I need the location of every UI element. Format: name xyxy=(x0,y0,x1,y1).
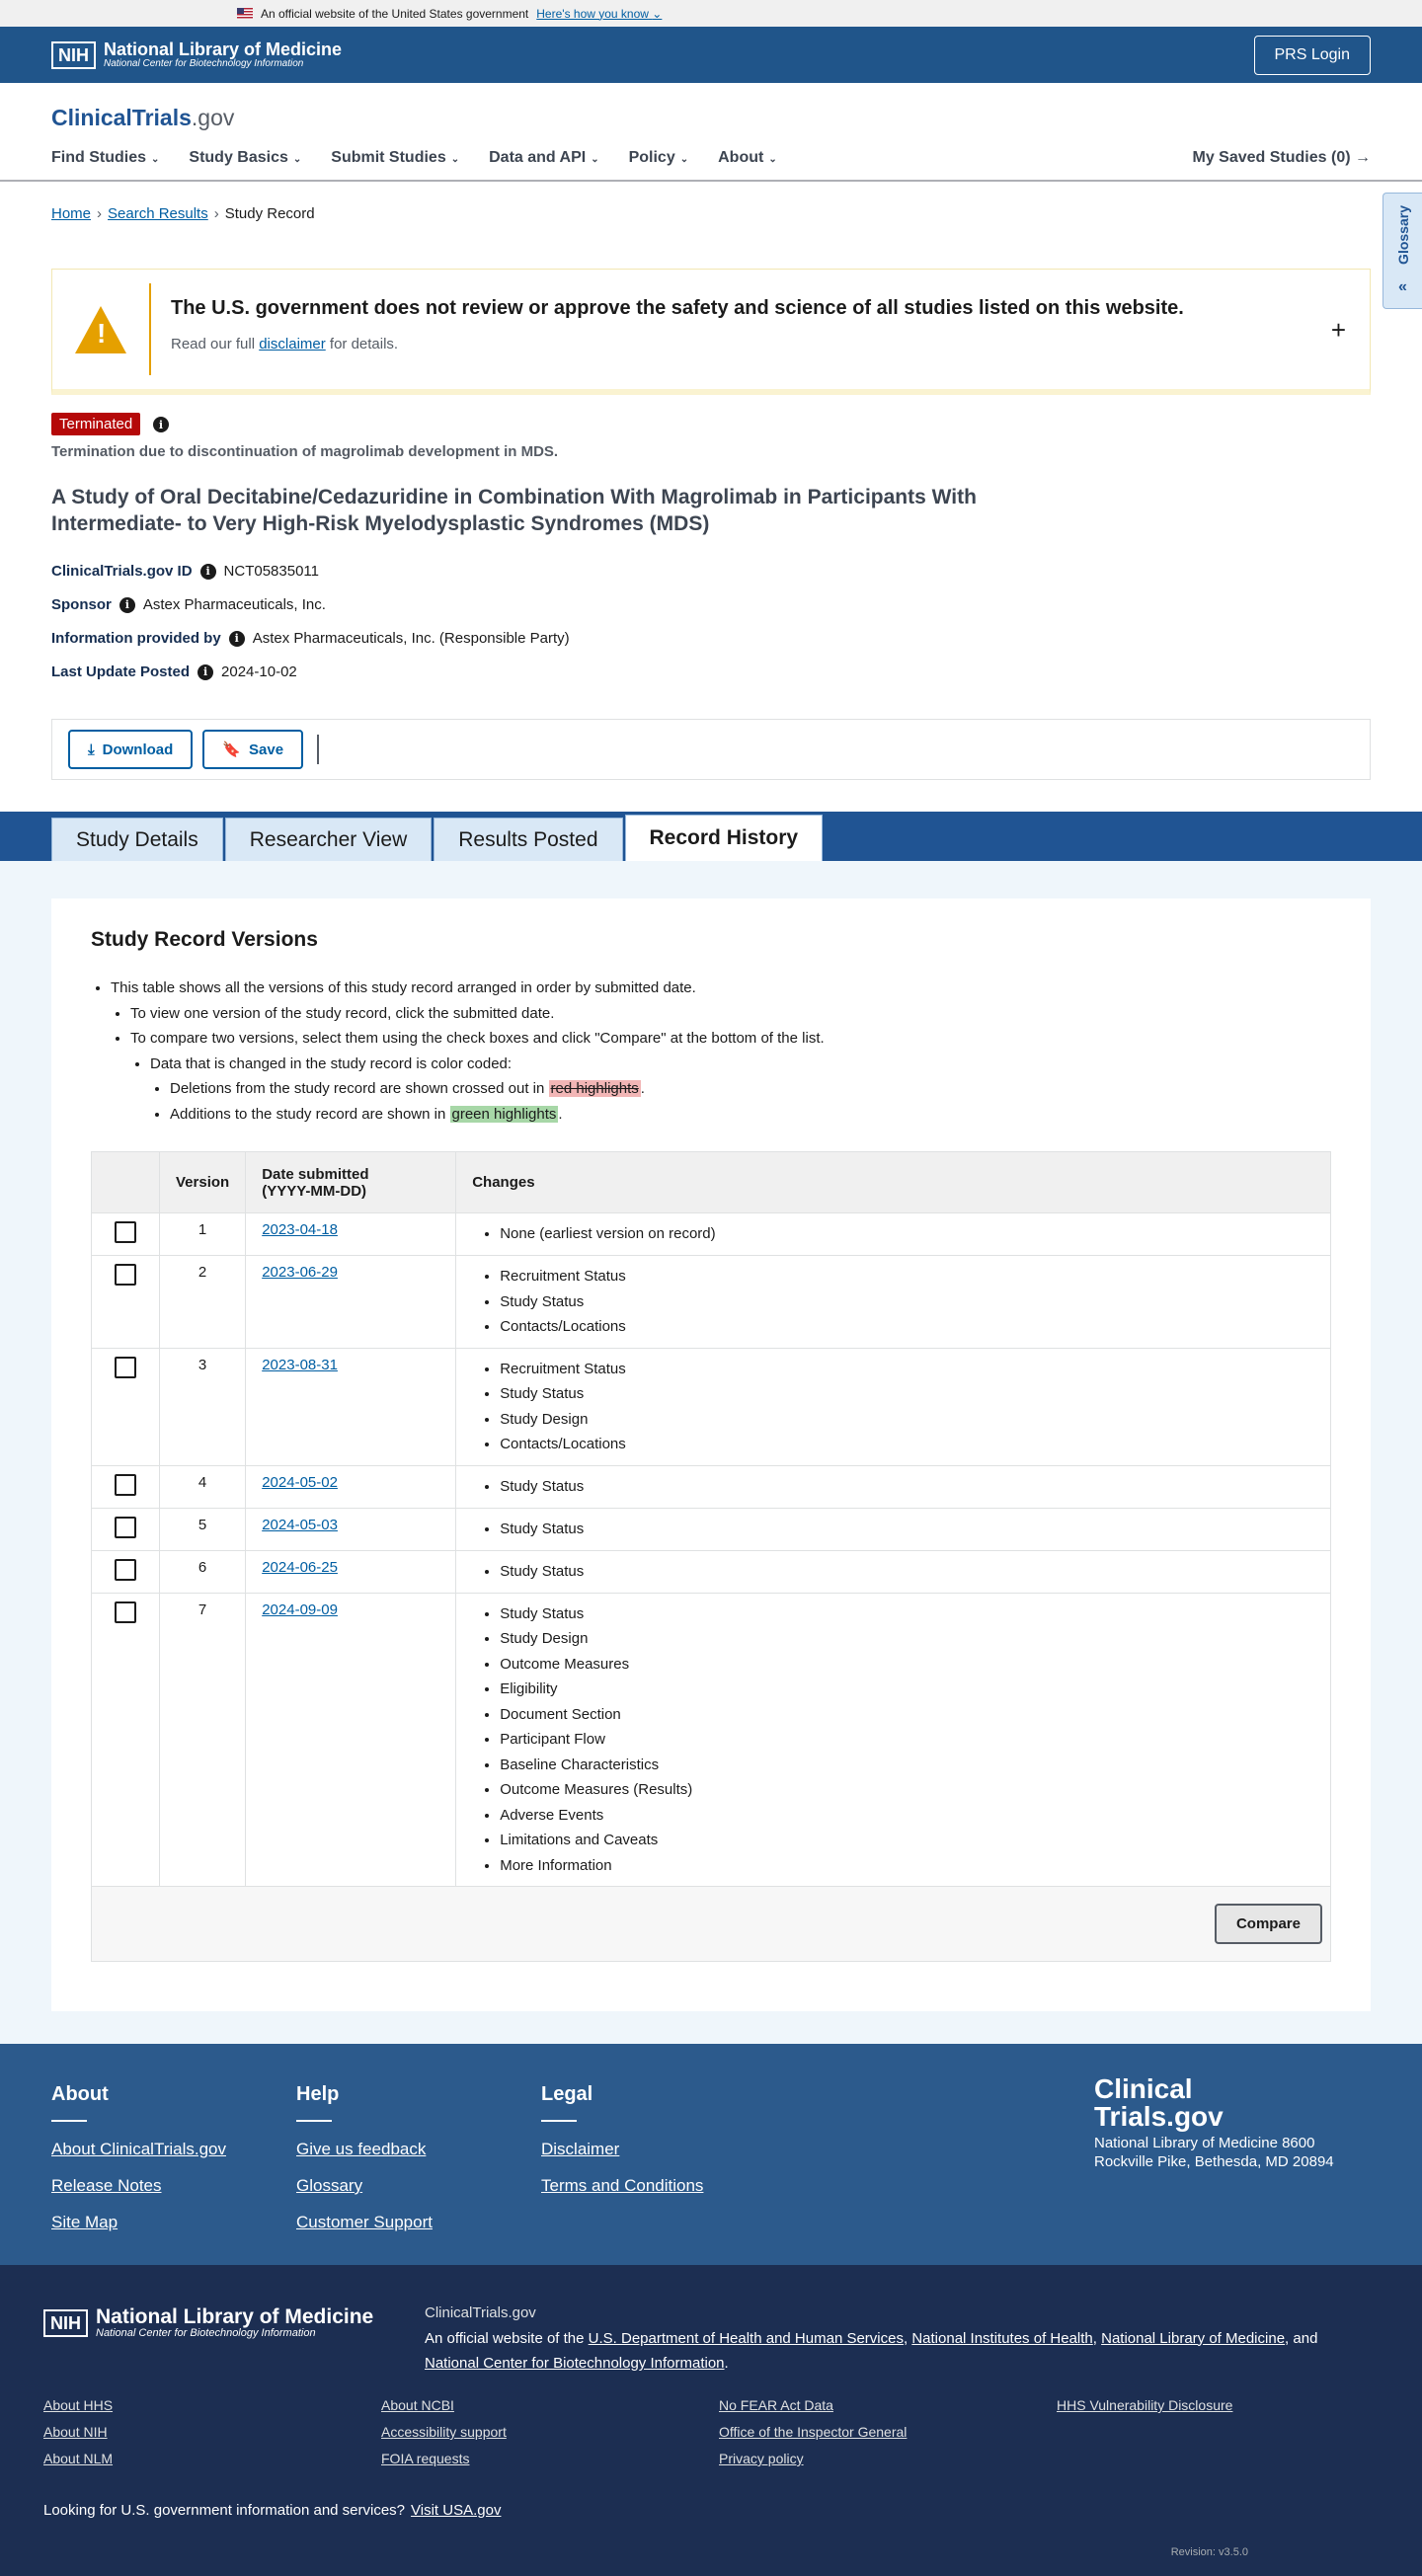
footer-about: About About ClinicalTrials.gov Release Notes Site Map xyxy=(51,2083,226,2231)
study-id: NCT05835011 xyxy=(223,563,319,580)
nih-link[interactable]: National Institutes of Health xyxy=(911,2329,1093,2347)
save-button[interactable]: 🔖 Save xyxy=(202,730,303,769)
footer-address: National Library of Medicine 8600 Rockville Pike, Bethesda, MD 20894 xyxy=(1094,2135,1334,2170)
table-row xyxy=(92,1550,1331,1593)
change-item: • More Information xyxy=(500,1853,1314,1879)
versions-table xyxy=(91,1151,1331,1962)
changes-list xyxy=(472,1221,1314,1247)
divider xyxy=(317,735,319,764)
version-checkbox[interactable] xyxy=(115,1474,136,1496)
version-date-link[interactable]: 2024-05-02 xyxy=(262,1473,338,1491)
disclaimer-alert xyxy=(51,269,1371,395)
table-row xyxy=(92,1213,1331,1256)
change-item: • Study Status xyxy=(500,1381,1314,1407)
version-number: 1 xyxy=(160,1213,246,1256)
main-nav xyxy=(51,149,777,167)
nih-logo-box: NIH xyxy=(51,41,96,69)
table-row xyxy=(92,1465,1331,1508)
change-item: • Study Design xyxy=(500,1407,1314,1433)
footer-link[interactable]: Privacy policy xyxy=(719,2451,804,2466)
nlm-footer xyxy=(0,2265,1422,2576)
info-icon[interactable]: i xyxy=(229,631,245,647)
breadcrumb-home[interactable]: Home xyxy=(51,205,92,222)
nlm-link[interactable]: National Library of Medicine xyxy=(1101,2329,1286,2347)
versions-heading: Study Record Versions xyxy=(91,928,318,951)
clinicaltrials-logo[interactable]: ClinicalTrials.gov xyxy=(51,105,235,130)
footer-link[interactable]: About NLM xyxy=(43,2451,114,2466)
version-checkbox[interactable] xyxy=(115,1517,136,1538)
footer-link[interactable]: Release Notes xyxy=(51,2176,162,2195)
breadcrumb xyxy=(51,205,315,222)
info-provided-value: Astex Pharmaceuticals, Inc. (Responsible Party) xyxy=(252,630,570,647)
us-flag-icon xyxy=(237,8,253,19)
sponsor-value: Astex Pharmaceuticals, Inc. xyxy=(142,596,326,613)
warning-icon: ! xyxy=(75,306,126,353)
nlm-footer-logo[interactable]: NIH National Library of Medicine National Center for Biotechnology Information xyxy=(43,2306,373,2339)
footer-link[interactable]: Site Map xyxy=(51,2213,118,2231)
version-date-link[interactable]: 2023-08-31 xyxy=(262,1356,338,1373)
version-date-link[interactable]: 2023-06-29 xyxy=(262,1264,338,1281)
double-chevron-left-icon: « xyxy=(1398,278,1407,295)
header-changes: Changes xyxy=(456,1152,1331,1213)
tab-researcher-view[interactable]: Researcher View xyxy=(225,818,433,861)
chevron-down-icon: ⌄ xyxy=(151,154,160,165)
study-title: A Study of Oral Decitabine/Cedazuridine in Combination With Magrolimab in Participants With Intermediate- to Very High-Risk Myelodysplastic Syndromes (MDS) xyxy=(51,486,977,536)
version-checkbox[interactable] xyxy=(115,1357,136,1378)
change-item: • Study Status xyxy=(500,1601,1314,1627)
changes-list xyxy=(472,1474,1314,1500)
changes-list xyxy=(472,1559,1314,1585)
sponsor-row: Sponsor i Astex Pharmaceuticals, Inc. xyxy=(51,596,326,613)
footer-link[interactable]: About NCBI xyxy=(381,2397,454,2413)
version-checkbox[interactable] xyxy=(115,1601,136,1623)
version-number: 7 xyxy=(160,1593,246,1887)
chevron-down-icon: ⌄ xyxy=(450,154,460,165)
info-icon[interactable]: i xyxy=(198,664,213,680)
gov-banner xyxy=(0,0,1422,27)
heres-how-link[interactable]: Here's how you know ⌄ xyxy=(536,6,663,21)
hhs-link[interactable]: U.S. Department of Health and Human Services xyxy=(588,2329,904,2347)
change-item: • Adverse Events xyxy=(500,1803,1314,1829)
bookmark-icon: 🔖 xyxy=(222,742,241,758)
changes-list xyxy=(472,1517,1314,1542)
footer-links-col1 xyxy=(43,2397,113,2477)
footer-links-col4 xyxy=(1057,2397,1232,2424)
footer-link[interactable]: Disclaimer xyxy=(541,2140,620,2158)
version-number: 4 xyxy=(160,1465,246,1508)
table-row xyxy=(92,1256,1331,1349)
versions-instructions xyxy=(91,976,825,1127)
info-icon[interactable]: i xyxy=(119,597,135,613)
record-versions-panel xyxy=(51,898,1371,2011)
nlm-title: National Library of Medicine xyxy=(104,39,343,59)
version-date-link[interactable]: 2023-04-18 xyxy=(262,1221,338,1238)
footer-link[interactable]: No FEAR Act Data xyxy=(719,2397,833,2413)
my-saved-studies-link[interactable]: My Saved Studies (0) → xyxy=(1192,149,1371,166)
version-date-link[interactable]: 2024-06-25 xyxy=(262,1558,338,1576)
revision-text: Revision: v3.5.0 xyxy=(1170,2546,1248,2558)
change-item: • Limitations and Caveats xyxy=(500,1828,1314,1853)
info-icon[interactable]: i xyxy=(200,564,216,580)
nav-data-api[interactable]: Data and API ⌄ xyxy=(489,149,599,166)
change-item: • Study Status xyxy=(500,1474,1314,1500)
usa-gov-line: Looking for U.S. government information and services? Visit USA.gov xyxy=(43,2502,502,2519)
footer-link[interactable]: Glossary xyxy=(296,2176,363,2195)
study-tabs xyxy=(0,812,1422,861)
version-date-link[interactable]: 2024-05-03 xyxy=(262,1516,338,1533)
changes-list xyxy=(472,1357,1314,1457)
ncbi-subtitle: National Center for Biotechnology Information xyxy=(104,58,304,69)
instruction-item: • Deletions from the study record are shown crossed out in red highlights . xyxy=(170,1076,825,1102)
expand-plus-icon[interactable]: + xyxy=(1330,315,1346,345)
change-item: • Study Status xyxy=(500,1289,1314,1315)
change-item: • Recruitment Status xyxy=(500,1264,1314,1289)
tab-study-details[interactable]: Study Details xyxy=(51,818,223,861)
instruction-item: • This table shows all the versions of this study record arranged in order by submitted date. xyxy=(111,976,825,1001)
site-header xyxy=(0,83,1422,182)
breadcrumb-current: Study Record xyxy=(224,205,315,222)
disclaimer-text: Read our full disclaimer for details. xyxy=(171,336,399,352)
nav-policy[interactable]: Policy ⌄ xyxy=(628,149,689,166)
footer-legal: Legal Disclaimer Terms and Conditions xyxy=(541,2083,704,2195)
change-item: • Study Design xyxy=(500,1626,1314,1652)
instruction-item: • To view one version of the study record, click the submitted date. xyxy=(130,1001,825,1027)
footer-brand: Clinical Trials.gov National Library of Medicine 8600 Rockville Pike, Bethesda, MD 20894 xyxy=(1094,2075,1351,2172)
arrow-right-icon: → xyxy=(1355,149,1371,166)
table-row xyxy=(92,1348,1331,1465)
version-checkbox[interactable] xyxy=(115,1264,136,1286)
disclaimer-link[interactable]: disclaimer xyxy=(259,336,326,352)
change-item: • Document Section xyxy=(500,1702,1314,1728)
change-item: • Participant Flow xyxy=(500,1727,1314,1753)
instruction-item: • Data that is changed in the study record is color coded: xyxy=(150,1052,825,1077)
change-item: • Eligibility xyxy=(500,1677,1314,1702)
change-item: • Study Status xyxy=(500,1559,1314,1585)
nav-about[interactable]: About ⌄ xyxy=(718,149,777,166)
chevron-down-icon: ⌄ xyxy=(292,154,302,165)
ncbi-link[interactable]: National Center for Biotechnology Information xyxy=(425,2355,725,2372)
last-update-value: 2024-10-02 xyxy=(221,664,297,680)
change-item: • Contacts/Locations xyxy=(500,1432,1314,1457)
version-number: 3 xyxy=(160,1348,246,1465)
change-item: • None (earliest version on record) xyxy=(500,1221,1314,1247)
chevron-down-icon: ⌄ xyxy=(591,154,599,165)
chevron-right-icon: › xyxy=(97,205,103,222)
version-number: 5 xyxy=(160,1508,246,1550)
header-select xyxy=(92,1152,160,1213)
tab-results-posted[interactable]: Results Posted xyxy=(434,818,622,861)
usa-gov-link[interactable]: Visit USA.gov xyxy=(411,2502,502,2519)
footer-link[interactable]: About HHS xyxy=(43,2397,114,2413)
download-icon: ⤓ xyxy=(88,741,95,758)
changes-list xyxy=(472,1264,1314,1340)
chevron-down-icon: ⌄ xyxy=(652,6,663,21)
footer-link[interactable]: About ClinicalTrials.gov xyxy=(51,2140,226,2158)
footer-link[interactable]: Terms and Conditions xyxy=(541,2176,704,2195)
version-number: 2 xyxy=(160,1256,246,1349)
prs-login-button[interactable]: PRS Login xyxy=(1254,36,1372,75)
chevron-down-icon: ⌄ xyxy=(768,154,777,165)
status-badge: Terminated xyxy=(51,413,140,435)
disclaimer-title: The U.S. government does not review or approve the safety and science of all studies listed on this website. xyxy=(171,297,1184,319)
nav-submit-studies[interactable]: Submit Studies ⌄ xyxy=(331,149,460,166)
site-footer xyxy=(0,2044,1422,2265)
version-date-link[interactable]: 2024-09-09 xyxy=(262,1600,338,1618)
last-update-row: Last Update Posted i 2024-10-02 xyxy=(51,664,297,680)
info-provided-row: Information provided by i Astex Pharmaceuticals, Inc. (Responsible Party) xyxy=(51,630,570,647)
breadcrumb-search-results[interactable]: Search Results xyxy=(108,205,208,222)
change-item: • Contacts/Locations xyxy=(500,1314,1314,1340)
glossary-label: Glossary xyxy=(1394,205,1411,265)
official-site-info: ClinicalTrials.gov An official website of the U.S. Department of Health and Human Services, National Institutes of Health, National Library of Medicine, and National Center for Biotechnology Information. xyxy=(425,2304,1318,2372)
table-row xyxy=(92,1593,1331,1887)
termination-note: Termination due to discontinuation of magrolimab development in MDS. xyxy=(51,443,559,460)
version-number: 6 xyxy=(160,1550,246,1593)
changes-list xyxy=(472,1601,1314,1879)
change-item: • Recruitment Status xyxy=(500,1357,1314,1382)
instruction-item: • Additions to the study record are shown in green highlights . xyxy=(170,1102,825,1128)
chevron-down-icon: ⌄ xyxy=(679,154,689,165)
red-highlight-sample: red highlights xyxy=(550,1080,639,1097)
green-highlight-sample: green highlights xyxy=(451,1105,557,1123)
glossary-tab[interactable] xyxy=(1382,193,1422,309)
change-item: • Study Status xyxy=(500,1517,1314,1542)
table-row xyxy=(92,1508,1331,1550)
header-date: Date submitted (YYYY-MM-DD) xyxy=(246,1152,456,1213)
change-item: • Baseline Characteristics xyxy=(500,1753,1314,1778)
instruction-item: • To compare two versions, select them using the check boxes and click "Compare" at the bottom of the list. xyxy=(130,1026,825,1052)
download-button[interactable]: ⤓ Download xyxy=(68,730,193,769)
change-item: • Outcome Measures xyxy=(500,1652,1314,1678)
footer-link[interactable]: Office of the Inspector General xyxy=(719,2424,908,2440)
nlm-logo[interactable] xyxy=(51,40,342,69)
footer-link[interactable]: Give us feedback xyxy=(296,2140,427,2158)
gov-banner-text: An official website of the United States government xyxy=(261,6,529,21)
nav-find-studies[interactable]: Find Studies ⌄ xyxy=(51,149,160,166)
nih-header xyxy=(0,27,1422,83)
footer-link[interactable]: FOIA requests xyxy=(381,2451,470,2466)
footer-help: Help Give us feedback Glossary Customer Support xyxy=(296,2083,433,2231)
footer-link[interactable]: Customer Support xyxy=(296,2213,433,2231)
footer-links-col2 xyxy=(381,2397,507,2477)
study-id-row: ClinicalTrials.gov ID i NCT05835011 xyxy=(51,563,319,580)
header-version: Version xyxy=(160,1152,246,1213)
nav-study-basics[interactable]: Study Basics ⌄ xyxy=(189,149,302,166)
version-checkbox[interactable] xyxy=(115,1221,136,1243)
study-actions-bar xyxy=(51,719,1371,780)
info-icon[interactable]: i xyxy=(153,417,169,432)
footer-links-col3 xyxy=(719,2397,907,2477)
footer-link[interactable]: About NIH xyxy=(43,2424,108,2440)
compare-button[interactable]: Compare xyxy=(1215,1904,1322,1944)
change-item: • Outcome Measures (Results) xyxy=(500,1777,1314,1803)
tab-record-history[interactable]: Record History xyxy=(625,815,824,861)
version-checkbox[interactable] xyxy=(115,1559,136,1581)
chevron-right-icon: › xyxy=(213,205,219,222)
footer-link[interactable]: HHS Vulnerability Disclosure xyxy=(1057,2397,1233,2413)
footer-link[interactable]: Accessibility support xyxy=(381,2424,507,2440)
